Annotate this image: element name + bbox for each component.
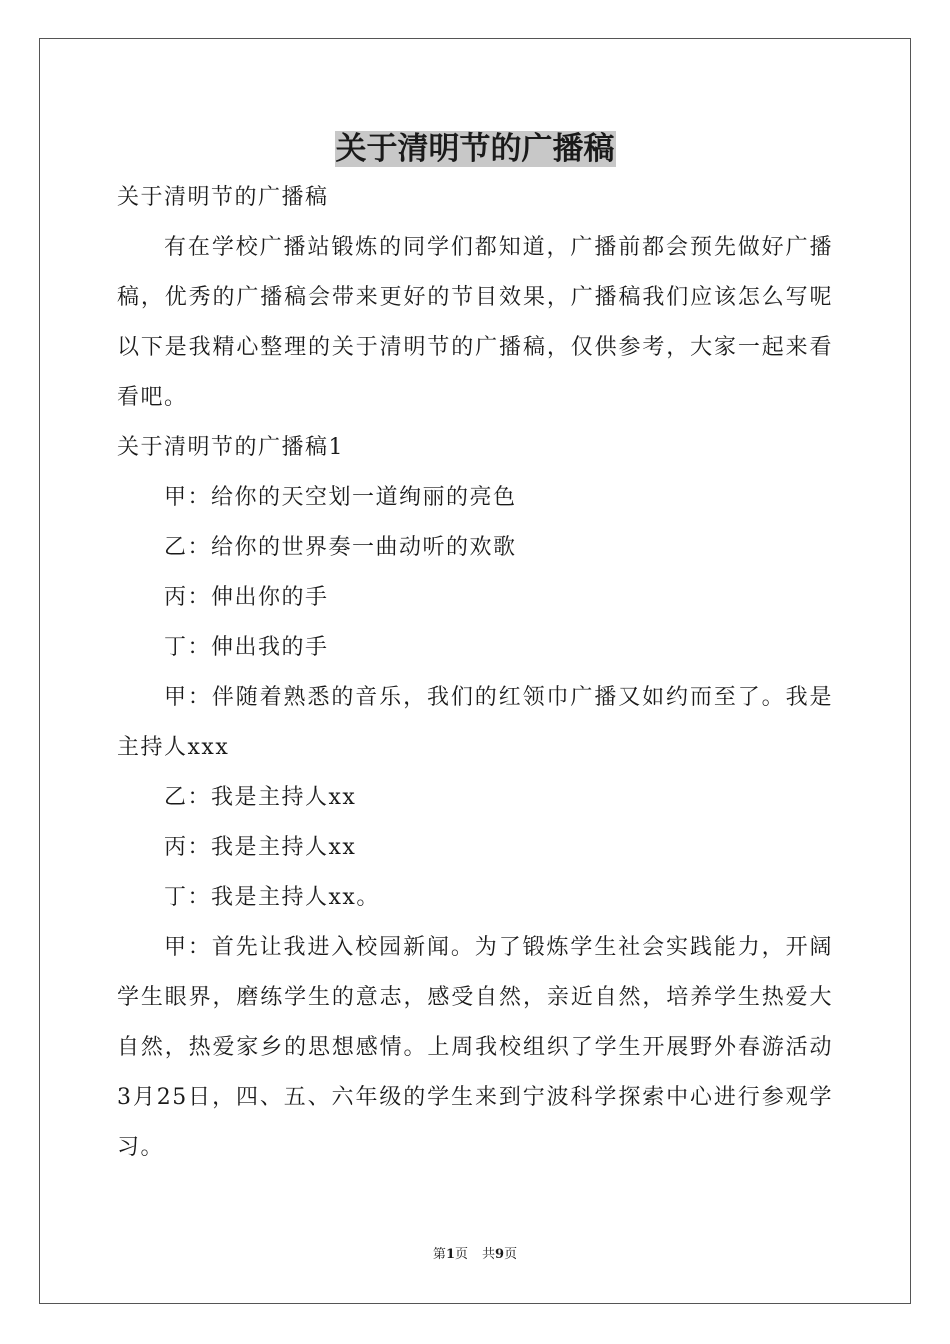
dialogue-line: 乙：我是主持人xx bbox=[164, 785, 357, 810]
dialogue-line: 丙：我是主持人xx bbox=[164, 835, 357, 860]
footer-page-prefix: 第 bbox=[432, 1247, 446, 1262]
footer-total-suffix: 页 bbox=[504, 1247, 518, 1262]
dialogue-line: 丙：伸出你的手 bbox=[164, 585, 329, 610]
document-title-text: 关于清明节的广播稿 bbox=[335, 131, 615, 167]
page-footer bbox=[0, 1245, 950, 1265]
dialogue-line: 甲：给你的天空划一道绚丽的亮色 bbox=[164, 485, 517, 510]
paragraph-section-heading: 关于清明节的广播稿1 bbox=[117, 435, 344, 460]
dialogue-line: 乙：给你的世界奏一曲动听的欢歌 bbox=[164, 535, 517, 560]
footer-page-current: 1 bbox=[445, 1247, 455, 1262]
footer-total-prefix: 共 bbox=[482, 1247, 496, 1262]
dialogue-line: 丁：我是主持人xx。 bbox=[164, 885, 380, 910]
dialogue-line: 丁：伸出我的手 bbox=[164, 635, 329, 660]
document-body bbox=[117, 173, 833, 1173]
dialogue-line: 甲：首先让我进入校园新闻。为了锻炼学生社会实践能力，开阔学生眼界，磨练学生的意志，感受自然，亲近自然，培养学生热爱大自然，热爱家乡的思想感情。上周我校组织了学生开展野外春游活动3月25日，四、五、六年级的学生来到宁波科学探索中心进行参观学习。 bbox=[117, 935, 833, 1160]
footer-page-suffix: 页 bbox=[454, 1247, 468, 1262]
paragraph-intro: 有在学校广播站锻炼的同学们都知道，广播前都会预先做好广播稿，优秀的广播稿会带来更好的节目效果，广播稿我们应该怎么写呢以下是我精心整理的关于清明节的广播稿，仅供参考，大家一起来看看吧。 bbox=[117, 235, 833, 410]
footer-page-total: 9 bbox=[495, 1247, 505, 1262]
document-title bbox=[0, 126, 950, 172]
dialogue-line: 甲：伴随着熟悉的音乐，我们的红领巾广播又如约而至了。我是主持人xxx bbox=[117, 685, 833, 760]
paragraph-subtitle: 关于清明节的广播稿 bbox=[117, 185, 329, 210]
